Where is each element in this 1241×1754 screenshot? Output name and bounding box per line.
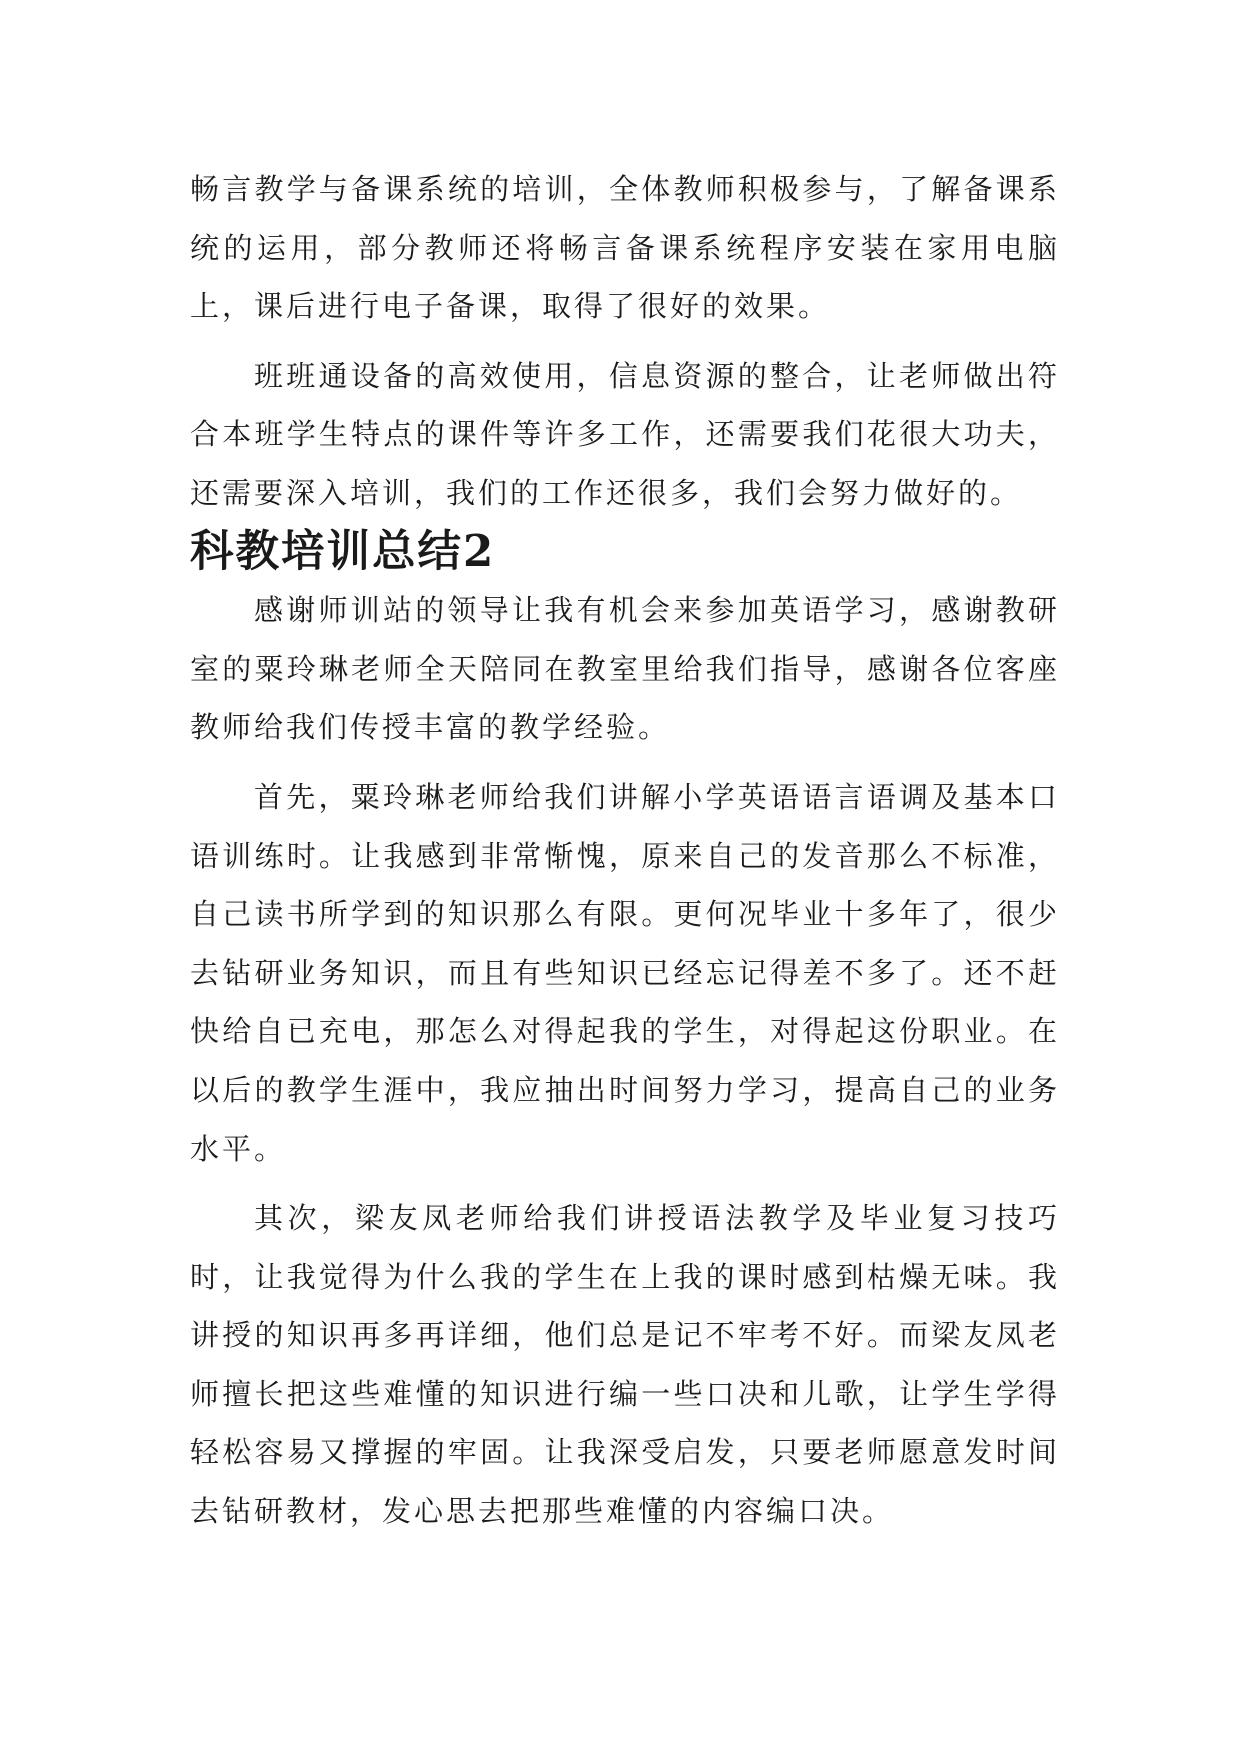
paragraph-training-system: 畅言教学与备课系统的培训，全体教师积极参与，了解备课系统的运用，部分教师还将畅言备课系统程序安装在家用电脑上，课后进行电子备课，取得了很好的效果。 xyxy=(190,172,1060,324)
paragraph-second: 其次，梁友凤老师给我们讲授语法教学及毕业复习技巧时，让我觉得为什么我的学生在上我的课时感到枯燥无味。我讲授的知识再多再详细，他们总是记不牢考不好。而梁友凤老师擅长把这些难懂的知识进行编一些口决和儿歌，让学生学得轻松容易又撑握的牢固。让我深受启发，只要老师愿意发时间去钻研教材，发心思去把那些难懂的内容编口决。 xyxy=(190,1201,1060,1529)
paragraph-thanks: 感谢师训站的领导让我有机会来参加英语学习，感谢教研室的粟玲琳老师全天陪同在教室里给我们指导，感谢各位客座教师给我们传授丰富的教学经验。 xyxy=(190,593,1060,745)
paragraph-class-equipment: 班班通设备的高效使用，信息资源的整合，让老师做出符合本班学生特点的课件等许多工作，还需要我们花很大功夫，还需要深入培训，我们的工作还很多，我们会努力做好的。 xyxy=(190,358,1060,510)
document-body xyxy=(190,160,1060,1541)
paragraph-first: 首先，粟玲琳老师给我们讲解小学英语语言语调及基本口语训练时。让我感到非常惭愧，原来自己的发音那么不标准，自己读书所学到的知识那么有限。更何况毕业十多年了，很少去钻研业务知识，而且有些知识已经忘记得差不多了。还不赶快给自已充电，那怎么对得起我的学生，对得起这份职业。在以后的教学生涯中，我应抽出时间努力学习，提高自己的业务水平。 xyxy=(190,779,1060,1166)
section-heading: 科教培训总结2 xyxy=(190,525,496,577)
